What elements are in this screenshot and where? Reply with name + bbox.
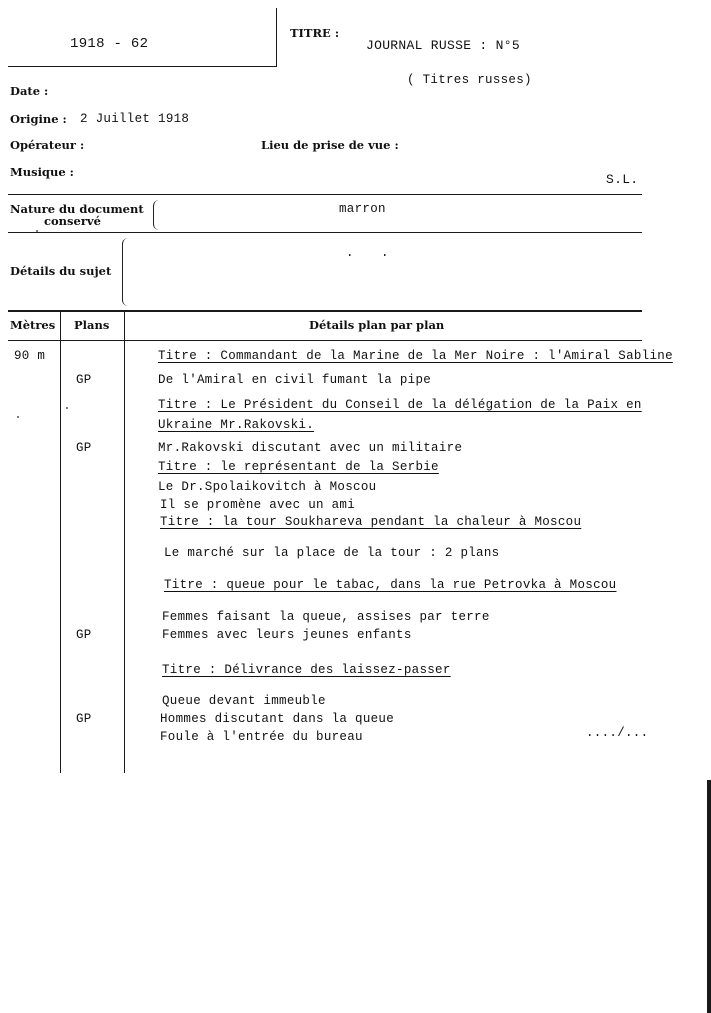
plans-row-15: GP xyxy=(76,712,92,726)
plans-row-12: GP xyxy=(76,628,92,642)
musique-label: Musique : xyxy=(10,165,74,179)
scan-speck xyxy=(66,407,68,409)
plan-row-0: Titre : Commandant de la Marine de la Mer Noire : l'Amiral Sabline xyxy=(158,349,673,363)
nature-top-rule xyxy=(8,194,642,195)
operateur-label: Opérateur : xyxy=(10,138,85,152)
plan-row-4: Mr.Rakovski discutant avec un militaire xyxy=(158,441,463,455)
origine-label: Origine : xyxy=(10,112,67,126)
col-header-details: Détails plan par plan xyxy=(309,318,445,332)
plan-row-16: Foule à l'entrée du bureau xyxy=(160,730,363,744)
lieu-label: Lieu de prise de vue : xyxy=(261,138,399,152)
document-subtitle: ( Titres russes) xyxy=(407,73,532,87)
table-top-rule xyxy=(8,310,642,312)
origine-value: 2 Juillet 1918 xyxy=(80,112,190,126)
scan-speck xyxy=(17,416,19,418)
sl-value: S.L. xyxy=(606,172,639,187)
date-label: Date : xyxy=(10,84,49,98)
plan-row-14: Queue devant immeuble xyxy=(162,694,326,708)
document-title: JOURNAL RUSSE : N°5 xyxy=(366,38,520,53)
col-header-metres: Mètres xyxy=(10,318,56,332)
col-divider-1 xyxy=(60,311,61,773)
continuation-mark: ..../... xyxy=(586,726,649,740)
plan-row-12: Femmes avec leurs jeunes enfants xyxy=(162,628,412,642)
nature-bottom-rule xyxy=(8,232,642,233)
plan-row-8: Titre : la tour Soukhareva pendant la chaleur à Moscou xyxy=(160,515,582,529)
nature-label-line1: Nature du document xyxy=(10,202,144,216)
plan-row-11: Femmes faisant la queue, assises par terre xyxy=(162,610,490,624)
plan-row-7: Il se promène avec un ami xyxy=(160,498,356,512)
details-label: Détails du sujet xyxy=(10,264,112,278)
scan-speck xyxy=(36,230,38,232)
plan-row-13: Titre : Délivrance des laissez-passer xyxy=(162,663,451,677)
nature-brace xyxy=(153,200,160,230)
plans-row-1: GP xyxy=(76,373,92,387)
document-reference: 1918 - 62 xyxy=(70,36,149,52)
col-header-plans: Plans xyxy=(74,318,110,332)
metres-row-0: 90 m xyxy=(14,349,46,363)
plan-row-3: Ukraine Mr.Rakovski. xyxy=(158,418,315,432)
plan-row-10: Titre : queue pour le tabac, dans la rue Petrovka à Moscou xyxy=(164,578,617,592)
plan-row-5: Titre : le représentant de la Serbie xyxy=(158,460,439,474)
page-edge-shadow xyxy=(707,780,711,1013)
titre-label: TITRE : xyxy=(290,26,340,40)
plan-row-15: Hommes discutant dans la queue xyxy=(160,712,395,726)
table-header-rule xyxy=(8,340,642,341)
details-value: . . xyxy=(346,246,399,260)
plan-row-6: Le Dr.Spolaikovitch à Moscou xyxy=(158,480,377,494)
header-divider-vertical xyxy=(276,8,277,66)
col-divider-2 xyxy=(124,311,125,773)
plan-row-1: De l'Amiral en civil fumant la pipe xyxy=(158,373,432,387)
plan-row-9: Le marché sur la place de la tour : 2 plans xyxy=(164,546,500,560)
nature-label-line2: conservé xyxy=(44,214,101,228)
details-brace xyxy=(122,238,129,306)
plans-row-4: GP xyxy=(76,441,92,455)
nature-value: marron xyxy=(339,202,386,216)
header-divider-horizontal xyxy=(8,66,277,67)
plan-row-2: Titre : Le Président du Conseil de la délégation de la Paix en xyxy=(158,398,642,412)
